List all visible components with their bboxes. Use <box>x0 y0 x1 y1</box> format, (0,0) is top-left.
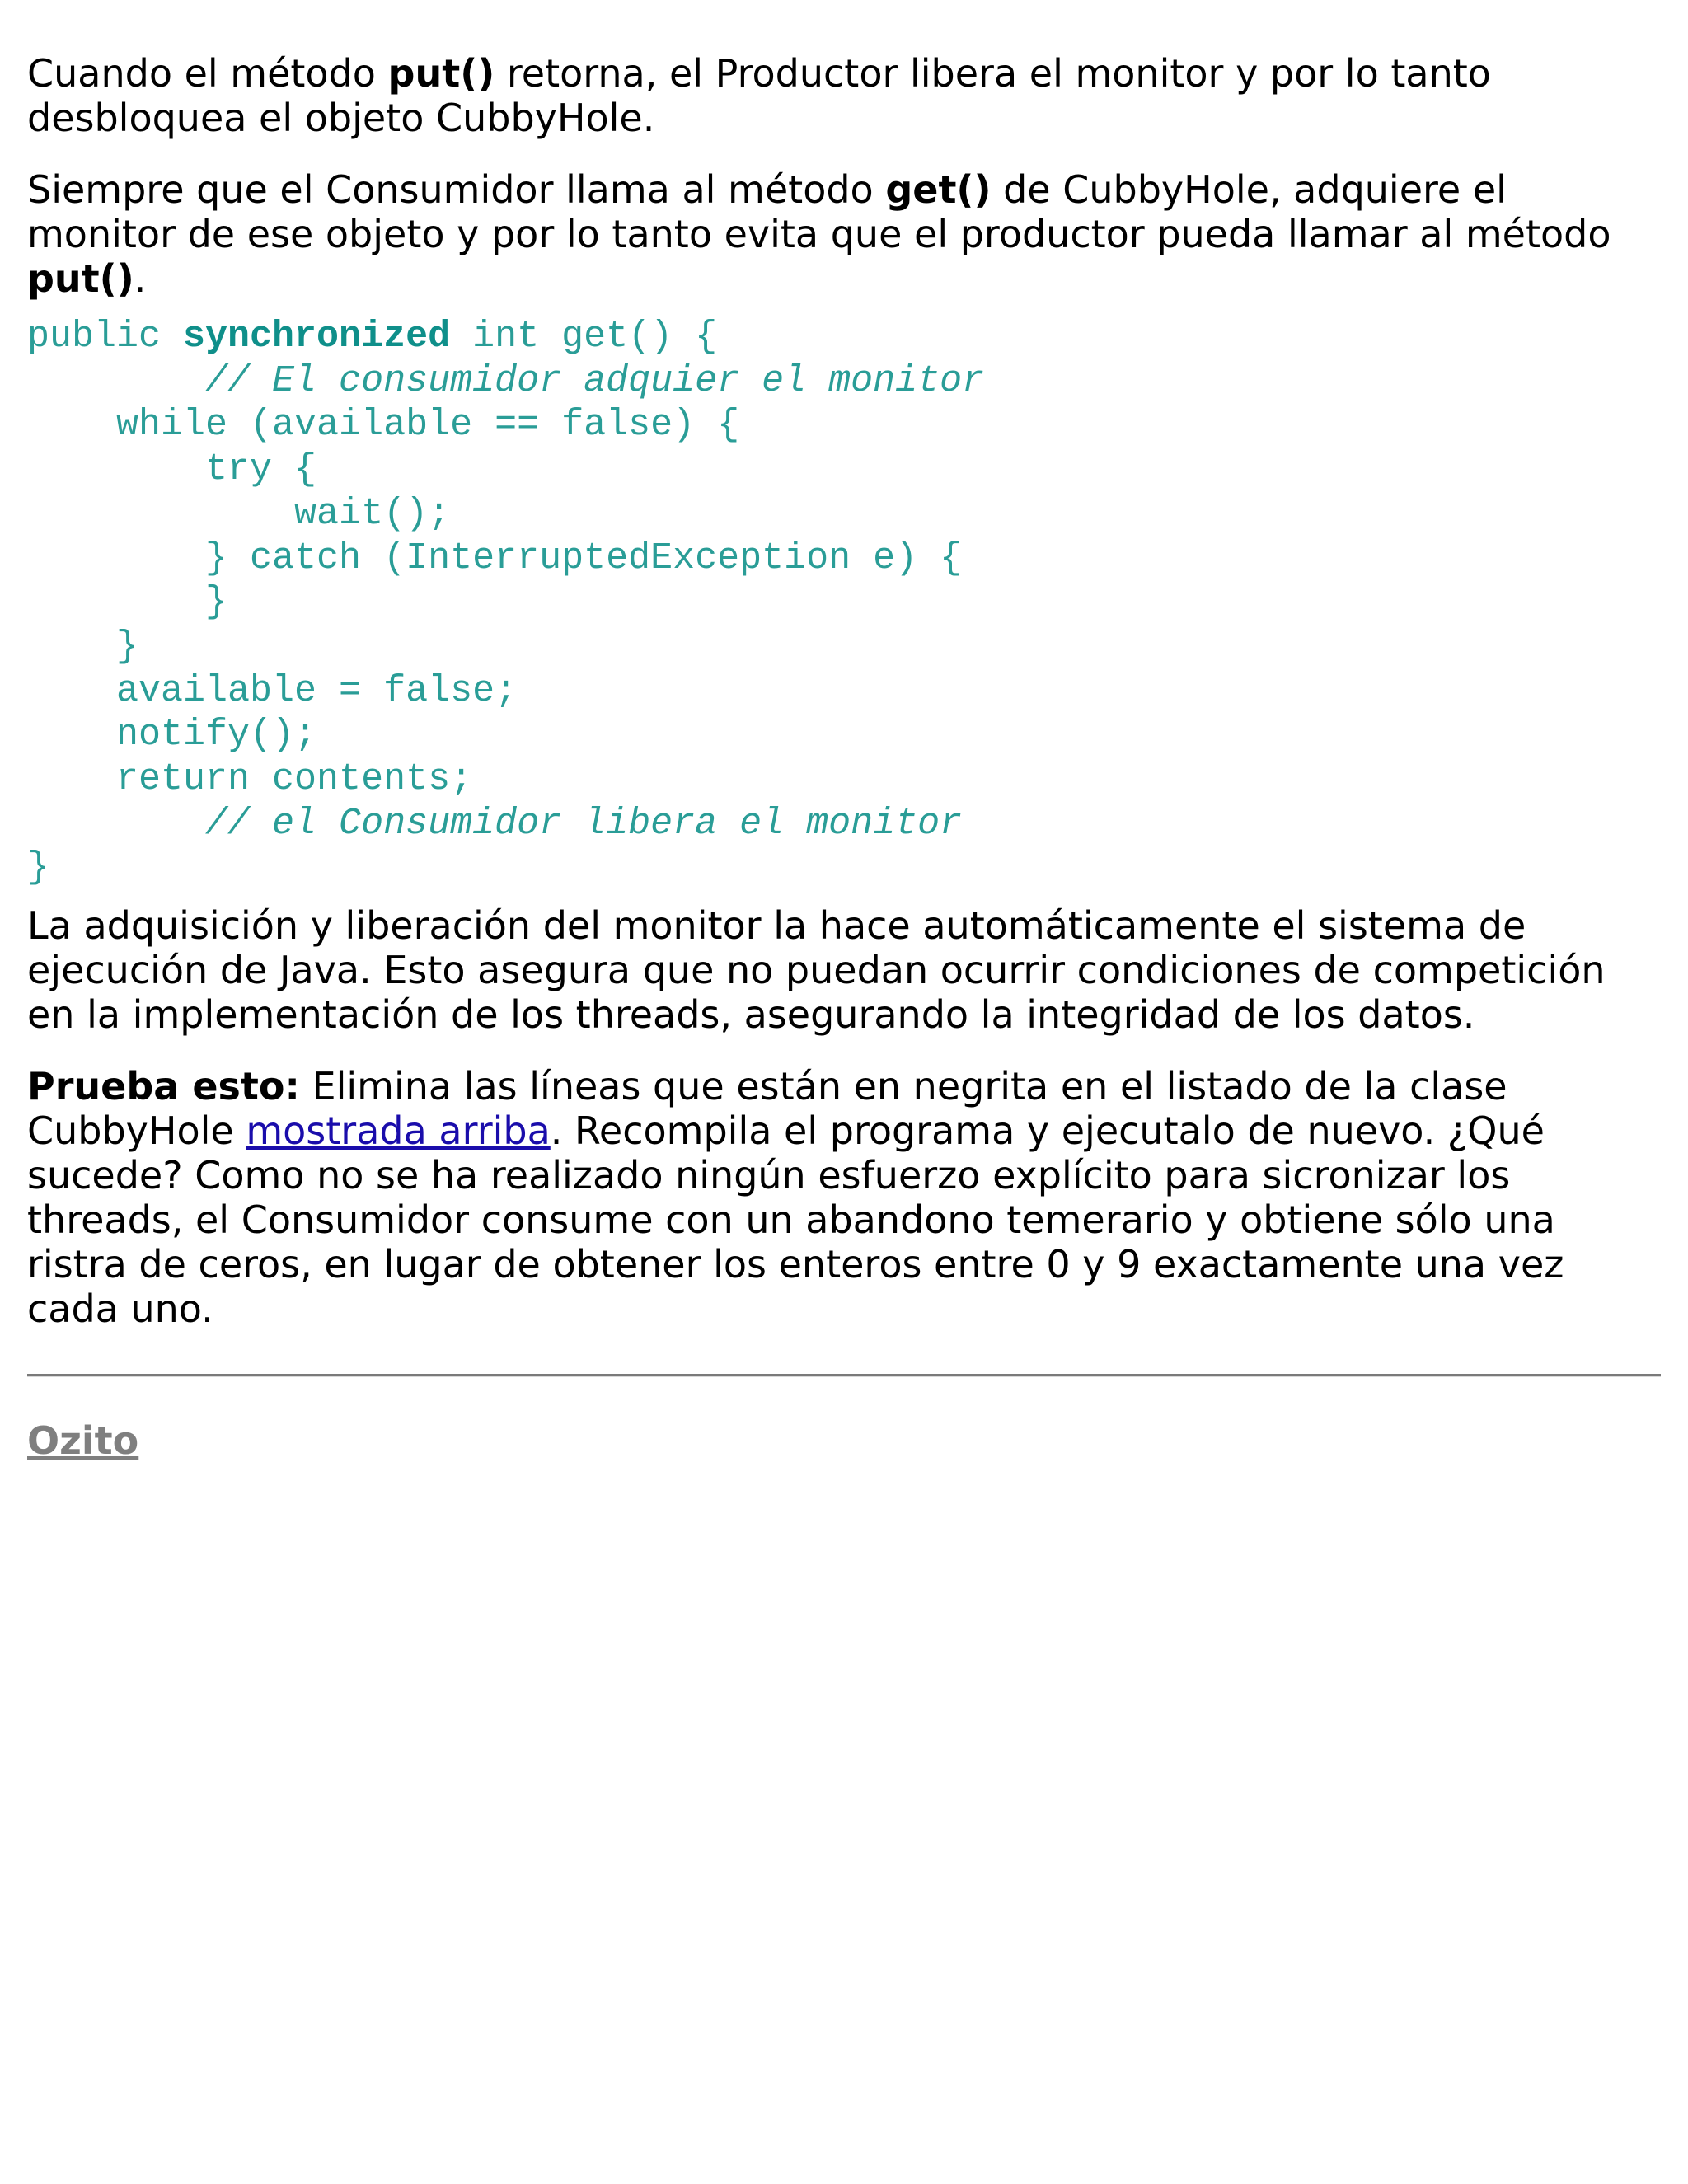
code-line: public <box>27 316 184 358</box>
paragraph-try-this <box>27 1064 1663 1331</box>
paragraph-put-returns <box>27 51 1663 140</box>
ozito-link[interactable]: Ozito <box>27 1418 139 1464</box>
shown-above-link[interactable]: mostrada arriba <box>246 1108 551 1154</box>
code-line: return contents; <box>27 758 473 801</box>
code-line: int get() { <box>450 316 718 358</box>
text-segment: Cuando el método <box>27 51 388 96</box>
code-line: notify(); <box>27 714 317 757</box>
horizontal-divider <box>27 1374 1661 1377</box>
code-line: } catch (InterruptedException e) { <box>27 537 963 579</box>
text-segment: Siempre que el Consumidor llama al método <box>27 167 886 212</box>
code-line: } <box>27 846 50 889</box>
footer-nav <box>27 1418 1663 1463</box>
code-comment: // El consumidor adquier el monitor <box>27 359 985 402</box>
page-content <box>27 51 1663 1463</box>
try-this-label: Prueba esto: <box>27 1064 300 1109</box>
text-segment: retorna, el Productor libera el monitor y por lo tanto desbloquea el objeto CubbyHole. <box>27 51 1491 140</box>
code-line: wait(); <box>27 492 451 535</box>
code-keyword-synchronized: synchronized <box>183 316 451 358</box>
code-line: } <box>27 625 139 668</box>
code-line: while (available == false) { <box>27 404 740 447</box>
paragraph-consumer-get <box>27 167 1663 301</box>
code-line: available = false; <box>27 669 518 712</box>
text-segment: de CubbyHole, adquiere el monitor de ese objeto y por lo tanto evita que el productor pueda llamar al método <box>27 167 1611 256</box>
put-method-bold: put() <box>387 51 495 96</box>
get-method-bold: get() <box>885 167 992 212</box>
code-line: } <box>27 581 228 624</box>
code-comment: // el Consumidor libera el monitor <box>27 802 963 845</box>
code-line: try { <box>27 448 317 491</box>
text-segment: . <box>134 256 147 301</box>
text-segment: Elimina las líneas que están en negrita en el listado de la clase CubbyHole <box>27 1064 1507 1154</box>
code-listing-get <box>27 315 1663 890</box>
paragraph-monitor-acquisition: La adquisición y liberación del monitor la hace automáticamente el sistema de ejecución de Java. Esto asegura que no puedan ocurrir condiciones de competición en la implementación de los threads, asegurando la integridad de los datos. <box>27 903 1606 1038</box>
put-method-bold: put() <box>27 256 134 301</box>
text-segment: . Recompila el programa y ejecutalo de nuevo. ¿Qué sucede? Como no se ha realizado ningún esfuerzo explícito para sicronizar los threads, el Consumidor consume con un abandono temerario y obtiene sólo una ristra de ceros, en lugar de obtener los enteros entre 0 y 9 exactamente una vez cada uno. <box>27 1108 1564 1332</box>
